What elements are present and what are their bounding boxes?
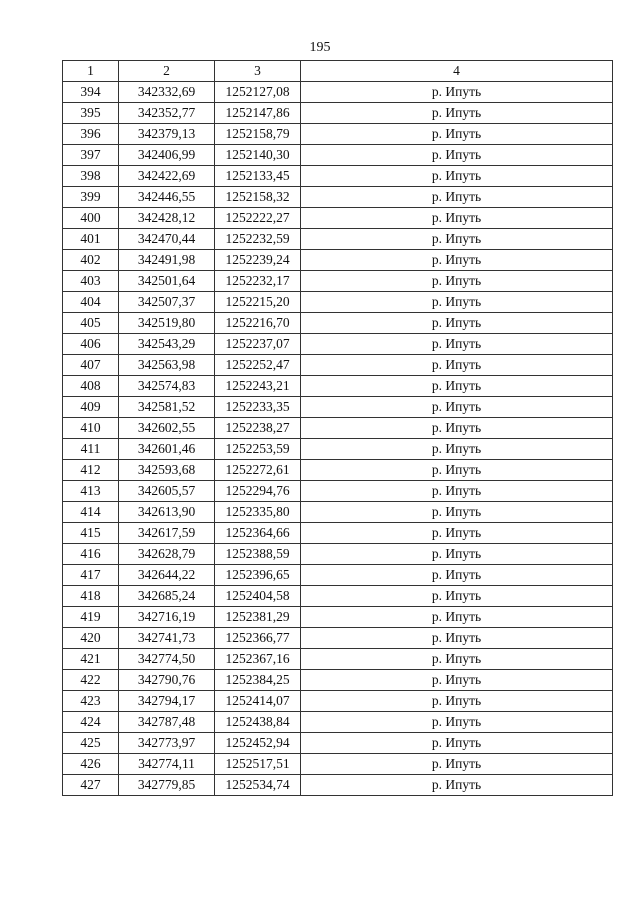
description-cell: р. Ипуть — [301, 166, 613, 187]
description-cell: р. Ипуть — [301, 124, 613, 145]
description-cell: р. Ипуть — [301, 754, 613, 775]
point-number-cell: 406 — [63, 334, 119, 355]
table-row — [63, 229, 613, 250]
table-row — [63, 628, 613, 649]
description-cell: р. Ипуть — [301, 502, 613, 523]
table-row — [63, 334, 613, 355]
y-coordinate-cell: 1252232,59 — [215, 229, 301, 250]
x-coordinate-cell: 342428,12 — [119, 208, 215, 229]
y-coordinate-cell: 1252215,20 — [215, 292, 301, 313]
point-number-cell: 404 — [63, 292, 119, 313]
header-col-4: 4 — [301, 61, 613, 82]
description-cell: р. Ипуть — [301, 481, 613, 502]
x-coordinate-cell: 342716,19 — [119, 607, 215, 628]
table-row — [63, 397, 613, 418]
description-cell: р. Ипуть — [301, 208, 613, 229]
table-row — [63, 502, 613, 523]
table-row — [63, 355, 613, 376]
table-row — [63, 250, 613, 271]
header-col-3: 3 — [215, 61, 301, 82]
point-number-cell: 403 — [63, 271, 119, 292]
x-coordinate-cell: 342774,11 — [119, 754, 215, 775]
point-number-cell: 408 — [63, 376, 119, 397]
table-row — [63, 292, 613, 313]
y-coordinate-cell: 1252158,79 — [215, 124, 301, 145]
x-coordinate-cell: 342773,97 — [119, 733, 215, 754]
point-number-cell: 421 — [63, 649, 119, 670]
description-cell: р. Ипуть — [301, 334, 613, 355]
description-cell: р. Ипуть — [301, 523, 613, 544]
y-coordinate-cell: 1252452,94 — [215, 733, 301, 754]
point-number-cell: 398 — [63, 166, 119, 187]
point-number-cell: 395 — [63, 103, 119, 124]
point-number-cell: 425 — [63, 733, 119, 754]
table-row — [63, 586, 613, 607]
description-cell: р. Ипуть — [301, 82, 613, 103]
x-coordinate-cell: 342352,77 — [119, 103, 215, 124]
point-number-cell: 400 — [63, 208, 119, 229]
description-cell: р. Ипуть — [301, 418, 613, 439]
page-number: 195 — [309, 40, 331, 55]
point-number-cell: 410 — [63, 418, 119, 439]
x-coordinate-cell: 342601,46 — [119, 439, 215, 460]
table-row — [63, 712, 613, 733]
point-number-cell: 427 — [63, 775, 119, 796]
y-coordinate-cell: 1252243,21 — [215, 376, 301, 397]
y-coordinate-cell: 1252222,27 — [215, 208, 301, 229]
table-row — [63, 607, 613, 628]
y-coordinate-cell: 1252252,47 — [215, 355, 301, 376]
point-number-cell: 397 — [63, 145, 119, 166]
y-coordinate-cell: 1252396,65 — [215, 565, 301, 586]
x-coordinate-cell: 342332,69 — [119, 82, 215, 103]
table-row — [63, 754, 613, 775]
y-coordinate-cell: 1252294,76 — [215, 481, 301, 502]
table-row — [63, 313, 613, 334]
table-body — [63, 82, 613, 796]
x-coordinate-cell: 342613,90 — [119, 502, 215, 523]
point-number-cell: 405 — [63, 313, 119, 334]
x-coordinate-cell: 342519,80 — [119, 313, 215, 334]
description-cell: р. Ипуть — [301, 439, 613, 460]
point-number-cell: 407 — [63, 355, 119, 376]
x-coordinate-cell: 342379,13 — [119, 124, 215, 145]
y-coordinate-cell: 1252147,86 — [215, 103, 301, 124]
description-cell: р. Ипуть — [301, 712, 613, 733]
point-number-cell: 396 — [63, 124, 119, 145]
table-row — [63, 691, 613, 712]
y-coordinate-cell: 1252388,59 — [215, 544, 301, 565]
point-number-cell: 411 — [63, 439, 119, 460]
x-coordinate-cell: 342574,83 — [119, 376, 215, 397]
coordinates-table — [62, 60, 613, 796]
header-col-1: 1 — [63, 61, 119, 82]
y-coordinate-cell: 1252238,27 — [215, 418, 301, 439]
y-coordinate-cell: 1252364,66 — [215, 523, 301, 544]
table-row — [63, 208, 613, 229]
x-coordinate-cell: 342422,69 — [119, 166, 215, 187]
table-row — [63, 733, 613, 754]
point-number-cell: 420 — [63, 628, 119, 649]
y-coordinate-cell: 1252438,84 — [215, 712, 301, 733]
table-row — [63, 565, 613, 586]
point-number-cell: 423 — [63, 691, 119, 712]
point-number-cell: 416 — [63, 544, 119, 565]
x-coordinate-cell: 342787,48 — [119, 712, 215, 733]
y-coordinate-cell: 1252237,07 — [215, 334, 301, 355]
point-number-cell: 415 — [63, 523, 119, 544]
x-coordinate-cell: 342406,99 — [119, 145, 215, 166]
description-cell: р. Ипуть — [301, 292, 613, 313]
x-coordinate-cell: 342794,17 — [119, 691, 215, 712]
y-coordinate-cell: 1252133,45 — [215, 166, 301, 187]
point-number-cell: 418 — [63, 586, 119, 607]
table-row — [63, 103, 613, 124]
x-coordinate-cell: 342563,98 — [119, 355, 215, 376]
y-coordinate-cell: 1252232,17 — [215, 271, 301, 292]
y-coordinate-cell: 1252384,25 — [215, 670, 301, 691]
point-number-cell: 414 — [63, 502, 119, 523]
y-coordinate-cell: 1252366,77 — [215, 628, 301, 649]
table-row — [63, 523, 613, 544]
x-coordinate-cell: 342446,55 — [119, 187, 215, 208]
y-coordinate-cell: 1252272,61 — [215, 460, 301, 481]
point-number-cell: 394 — [63, 82, 119, 103]
description-cell: р. Ипуть — [301, 187, 613, 208]
point-number-cell: 422 — [63, 670, 119, 691]
y-coordinate-cell: 1252367,16 — [215, 649, 301, 670]
y-coordinate-cell: 1252517,51 — [215, 754, 301, 775]
table-row — [63, 481, 613, 502]
description-cell: р. Ипуть — [301, 586, 613, 607]
x-coordinate-cell: 342741,73 — [119, 628, 215, 649]
description-cell: р. Ипуть — [301, 775, 613, 796]
table-row — [63, 775, 613, 796]
table-row — [63, 145, 613, 166]
x-coordinate-cell: 342779,85 — [119, 775, 215, 796]
description-cell: р. Ипуть — [301, 376, 613, 397]
point-number-cell: 419 — [63, 607, 119, 628]
description-cell: р. Ипуть — [301, 355, 613, 376]
x-coordinate-cell: 342685,24 — [119, 586, 215, 607]
description-cell: р. Ипуть — [301, 544, 613, 565]
y-coordinate-cell: 1252335,80 — [215, 502, 301, 523]
table-row — [63, 187, 613, 208]
point-number-cell: 424 — [63, 712, 119, 733]
x-coordinate-cell: 342605,57 — [119, 481, 215, 502]
table-row — [63, 439, 613, 460]
table-row — [63, 271, 613, 292]
point-number-cell: 399 — [63, 187, 119, 208]
y-coordinate-cell: 1252381,29 — [215, 607, 301, 628]
point-number-cell: 426 — [63, 754, 119, 775]
x-coordinate-cell: 342644,22 — [119, 565, 215, 586]
x-coordinate-cell: 342790,76 — [119, 670, 215, 691]
description-cell: р. Ипуть — [301, 250, 613, 271]
point-number-cell: 413 — [63, 481, 119, 502]
table-row — [63, 649, 613, 670]
y-coordinate-cell: 1252140,30 — [215, 145, 301, 166]
x-coordinate-cell: 342593,68 — [119, 460, 215, 481]
description-cell: р. Ипуть — [301, 670, 613, 691]
table-row — [63, 166, 613, 187]
description-cell: р. Ипуть — [301, 649, 613, 670]
table-row — [63, 124, 613, 145]
x-coordinate-cell: 342470,44 — [119, 229, 215, 250]
description-cell: р. Ипуть — [301, 691, 613, 712]
y-coordinate-cell: 1252404,58 — [215, 586, 301, 607]
y-coordinate-cell: 1252239,24 — [215, 250, 301, 271]
x-coordinate-cell: 342774,50 — [119, 649, 215, 670]
y-coordinate-cell: 1252414,07 — [215, 691, 301, 712]
description-cell: р. Ипуть — [301, 565, 613, 586]
description-cell: р. Ипуть — [301, 103, 613, 124]
y-coordinate-cell: 1252158,32 — [215, 187, 301, 208]
description-cell: р. Ипуть — [301, 271, 613, 292]
description-cell: р. Ипуть — [301, 733, 613, 754]
y-coordinate-cell: 1252216,70 — [215, 313, 301, 334]
x-coordinate-cell: 342628,79 — [119, 544, 215, 565]
x-coordinate-cell: 342581,52 — [119, 397, 215, 418]
table-row — [63, 670, 613, 691]
x-coordinate-cell: 342501,64 — [119, 271, 215, 292]
y-coordinate-cell: 1252233,35 — [215, 397, 301, 418]
x-coordinate-cell: 342602,55 — [119, 418, 215, 439]
y-coordinate-cell: 1252534,74 — [215, 775, 301, 796]
point-number-cell: 417 — [63, 565, 119, 586]
table-row — [63, 82, 613, 103]
description-cell: р. Ипуть — [301, 397, 613, 418]
description-cell: р. Ипуть — [301, 229, 613, 250]
y-coordinate-cell: 1252127,08 — [215, 82, 301, 103]
table-row — [63, 460, 613, 481]
description-cell: р. Ипуть — [301, 460, 613, 481]
point-number-cell: 412 — [63, 460, 119, 481]
x-coordinate-cell: 342617,59 — [119, 523, 215, 544]
point-number-cell: 401 — [63, 229, 119, 250]
x-coordinate-cell: 342491,98 — [119, 250, 215, 271]
table-row — [63, 376, 613, 397]
description-cell: р. Ипуть — [301, 628, 613, 649]
header-col-2: 2 — [119, 61, 215, 82]
point-number-cell: 409 — [63, 397, 119, 418]
description-cell: р. Ипуть — [301, 145, 613, 166]
point-number-cell: 402 — [63, 250, 119, 271]
y-coordinate-cell: 1252253,59 — [215, 439, 301, 460]
description-cell: р. Ипуть — [301, 313, 613, 334]
x-coordinate-cell: 342507,37 — [119, 292, 215, 313]
x-coordinate-cell: 342543,29 — [119, 334, 215, 355]
description-cell: р. Ипуть — [301, 607, 613, 628]
table-row — [63, 544, 613, 565]
table-row — [63, 418, 613, 439]
table-header-row — [63, 61, 613, 82]
